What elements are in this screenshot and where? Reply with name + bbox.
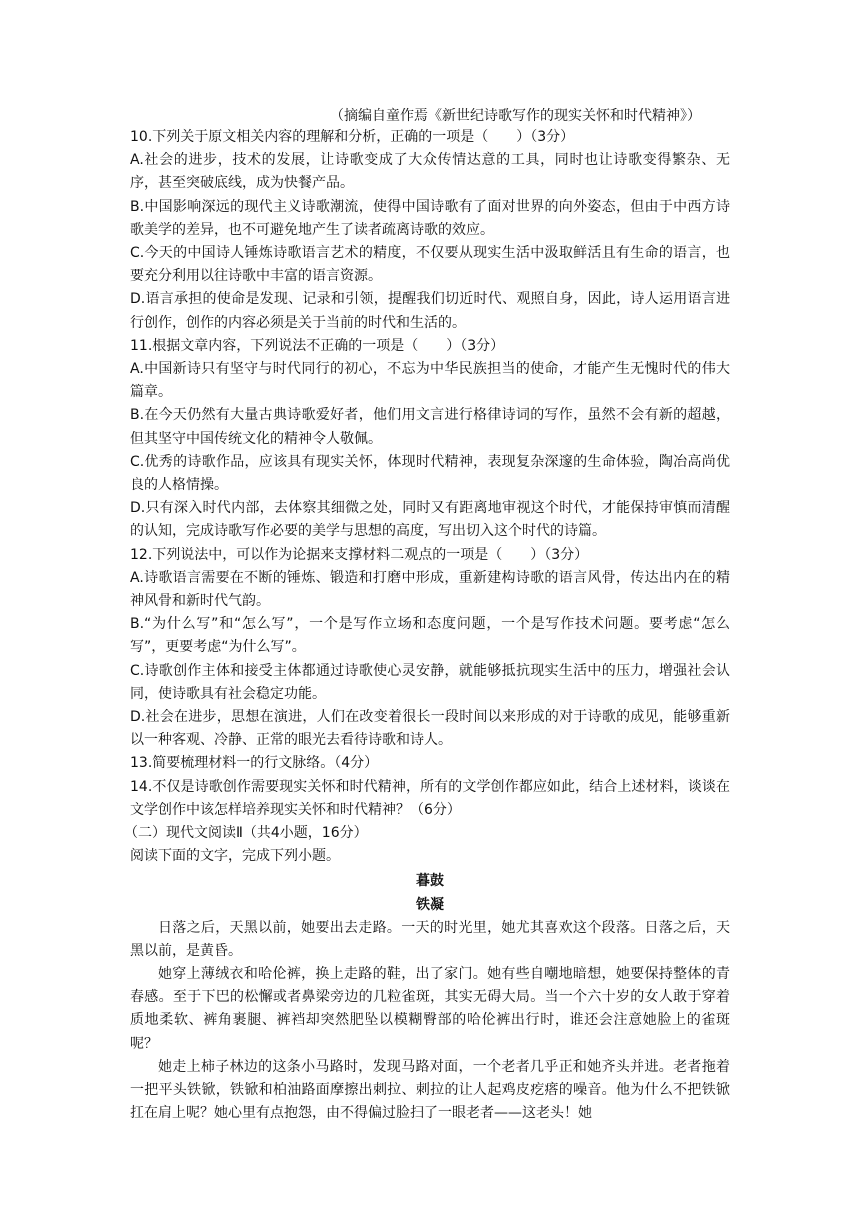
option-a: A.诗歌语言需要在不断的锤炼、锻造和打磨中形成，重新建构诗歌的语言风骨，传达出内在的精神风骨和新时代气韵。	[130, 569, 730, 610]
option-b: B.“为什么写”和“怎么写”，一个是写作立场和态度问题，一个是写作技术问题。要考虑“怎么写”，更要考虑“为什么写”。	[130, 616, 730, 656]
story-title: 暮鼓	[416, 872, 444, 889]
story-paragraph: 她走上柿子林边的这条小马路时，发现马路对面，一个老者几乎正和她齐头并进。老者拖着一把平头铁锨，铁锨和柏油路面摩擦出刺拉、刺拉的让人起鸡皮疙瘩的噪音。他为什么不把铁锨扛在肩上呢？她心里有点抱怨，由不得偏过脸扫了一眼老者——这老头！她	[130, 1058, 730, 1122]
question-stem: 12.下列说法中，可以作为论据来支撑材料二观点的一项是（ ）（3分）	[130, 546, 589, 563]
story-author: 铁凝	[416, 896, 444, 913]
section-heading: （二）现代文阅读Ⅱ（共4小题，16分）	[124, 825, 368, 842]
question-13: 13.简要梳理材料一的行文脉络。（4分）	[130, 755, 379, 772]
story-paragraph: 她穿上薄绒衣和哈伦裤，换上走路的鞋，出了家门。她有些自嘲地暗想，她要保持整体的青春感。至于下巴的松懈或者鼻梁旁边的几粒雀斑，其实无碍大局。当一个六十岁的女人敢于穿着质地柔软、裤角裹腿、裤裆却突然肥坠以模糊臀部的哈伦裤出行时，谁还会注意她脸上的雀斑呢？	[130, 965, 730, 1052]
question-11	[130, 335, 730, 544]
option-b: B.中国影响深远的现代主义诗歌潮流，使得中国诗歌有了面对世界的向外姿态，但由于中西方诗歌美学的差异，也不可避免地产生了读者疏离诗歌的效应。	[130, 198, 730, 238]
story-body	[130, 917, 730, 1126]
option-d: D.社会在进步，思想在演进，人们在改变着很长一段时间以来形成的对于诗歌的成见，能够重新以一种客观、冷静、正常的眼光去看待诗歌和诗人。	[130, 709, 730, 749]
question-stem: 10.下列关于原文相关内容的理解和分析，正确的一项是（ ）（3分）	[130, 129, 575, 145]
source-citation: （摘编自童作焉《新世纪诗歌写作的现实关怀和时代精神》）	[330, 108, 701, 124]
question-10	[130, 126, 730, 335]
option-d: D.语言承担的使命是发现、记录和引领，提醒我们切近时代、观照自身，因此，诗人运用语言进行创作，创作的内容必须是关于当前的时代和生活的。	[130, 291, 730, 331]
reading-instruction: 阅读下面的文字，完成下列小题。	[130, 848, 340, 865]
option-b: B.在今天仍然有大量古典诗歌爱好者，他们用文言进行格律诗词的写作，虽然不会有新的超越，但其坚守中国传统文化的精神令人敬佩。	[130, 407, 730, 447]
question-14: 14.不仅是诗歌创作需要现实关怀和时代精神，所有的文学创作都应如此，结合上述材料，谈谈在文学创作中该怎样培养现实关怀和时代精神？（6分）	[130, 778, 730, 818]
option-a: A.中国新诗只有坚守与时代同行的初心，不忘为中华民族担当的使命，才能产生无愧时代的伟大篇章。	[130, 361, 730, 401]
option-c: C.今天的中国诗人锤炼诗歌语言艺术的精度，不仅要从现实生活中汲取鲜活且有生命的语言，也要充分利用以往诗歌中丰富的语言资源。	[130, 245, 730, 285]
option-c: C.优秀的诗歌作品，应该具有现实关怀，体现时代精神，表现复杂深邃的生命体验，陶冶高尚优良的人格情操。	[130, 453, 730, 494]
option-a: A.社会的进步，技术的发展，让诗歌变成了大众传情达意的工具，同时也让诗歌变得繁杂、无序，甚至突破底线，成为快餐产品。	[130, 152, 730, 192]
question-12	[130, 544, 730, 753]
question-stem: 11.根据文章内容，下列说法不正确的一项是（ ）（3分）	[130, 337, 505, 354]
story-header	[130, 869, 730, 917]
option-d: D.只有深入时代内部，去体察其细微之处，同时又有距离地审视这个时代，才能保持审慎而清醒的认知，完成诗歌写作必要的美学与思想的高度，写出切入这个时代的诗篇。	[130, 500, 730, 540]
document-content	[124, 126, 730, 1125]
story-paragraph: 日落之后，天黑以前，她要出去走路。一天的时光里，她尤其喜欢这个段落。日落之后，天黑以前，是黄昏。	[130, 919, 730, 959]
option-c: C.诗歌创作主体和接受主体都通过诗歌使心灵安静，就能够抵抗现实生活中的压力，增强社会认同，使诗歌具有社会稳定功能。	[130, 662, 730, 702]
